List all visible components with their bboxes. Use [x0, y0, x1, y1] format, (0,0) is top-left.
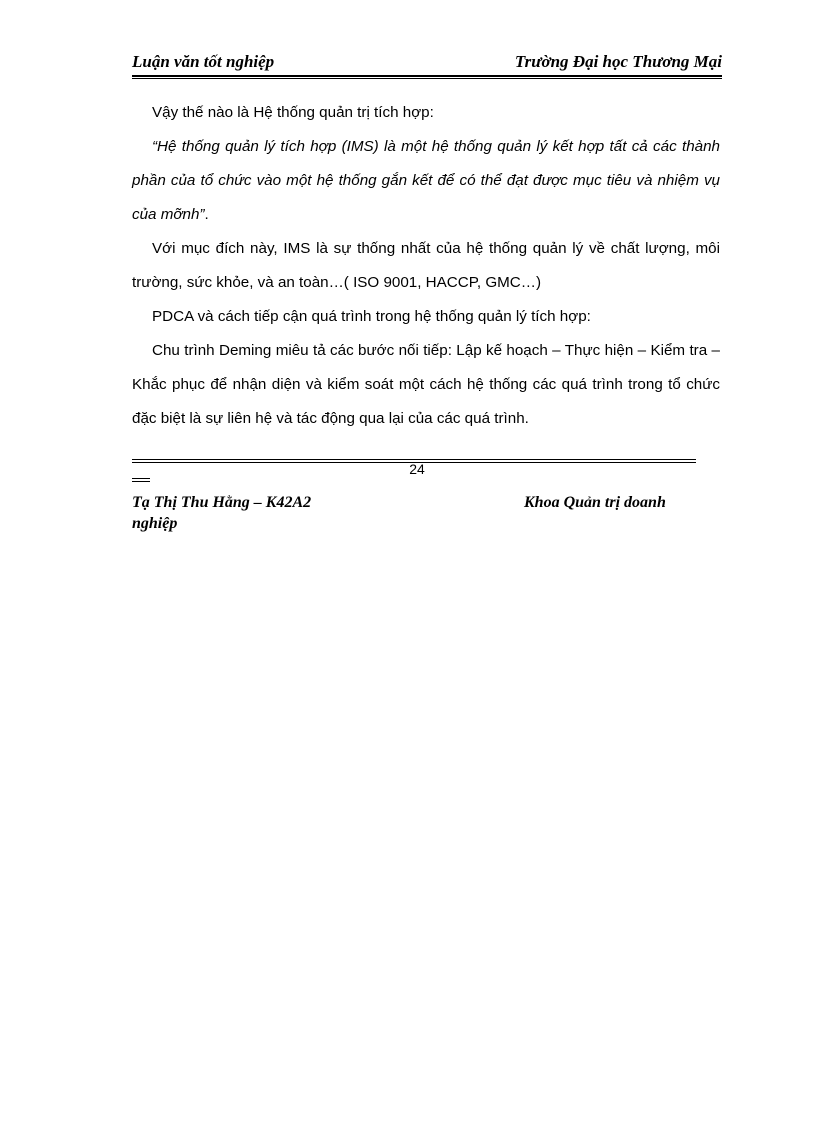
- paragraph-pdca-heading: PDCA và cách tiếp cận quá trình trong hệ thống quản lý tích hợp:: [152, 308, 591, 325]
- footer-faculty: Khoa Quản trị doanh: [524, 494, 666, 511]
- header-rule-thin: [132, 78, 722, 79]
- paragraph-deming-cycle: Chu trình Deming miêu tả các bước nối tiếp: Lập kế hoạch – Thực hiện – Kiểm tra – Khắc phục để nhận diện và kiểm soát một cách hệ thống các quá trình trong tổ chức đặc biệt là sự liên hệ và tác động qua lại của các quá trình.: [132, 342, 720, 427]
- header-thesis-label: Luận văn tốt nghiệp: [132, 52, 275, 71]
- footer-rule-stub-top: [132, 478, 150, 479]
- footer-author: Tạ Thị Thu Hằng – K42A2: [132, 494, 312, 511]
- ims-definition-period: .: [204, 206, 209, 223]
- body-text: [132, 96, 720, 436]
- page-number: 24: [409, 461, 425, 477]
- ims-definition-quote: “Hệ thống quản lý tích hợp (IMS) là một hệ thống quản lý kết hợp tất cả các thành phần của tổ chức vào một hệ thống gắn kết để có thể đạt được mục tiêu và nhiệm vụ của mỡnh”: [132, 138, 720, 223]
- page-header: [132, 52, 722, 76]
- header-rule-thick: [132, 75, 722, 77]
- footer-faculty-continuation: nghiệp: [132, 515, 178, 532]
- paragraph-ims-definition: [132, 130, 720, 232]
- paragraph-ims-question: Vậy thế nào là Hệ thống quản trị tích hợp:: [152, 104, 434, 121]
- footer-rule-stub-bottom: [132, 481, 150, 482]
- header-university-name: Trường Đại học Thương Mại: [514, 52, 722, 71]
- paragraph-ims-purpose: Với mục đích này, IMS là sự thống nhất của hệ thống quản lý về chất lượng, môi trường, sức khỏe, và an toàn…( ISO 9001, HACCP, GMC…): [132, 240, 720, 291]
